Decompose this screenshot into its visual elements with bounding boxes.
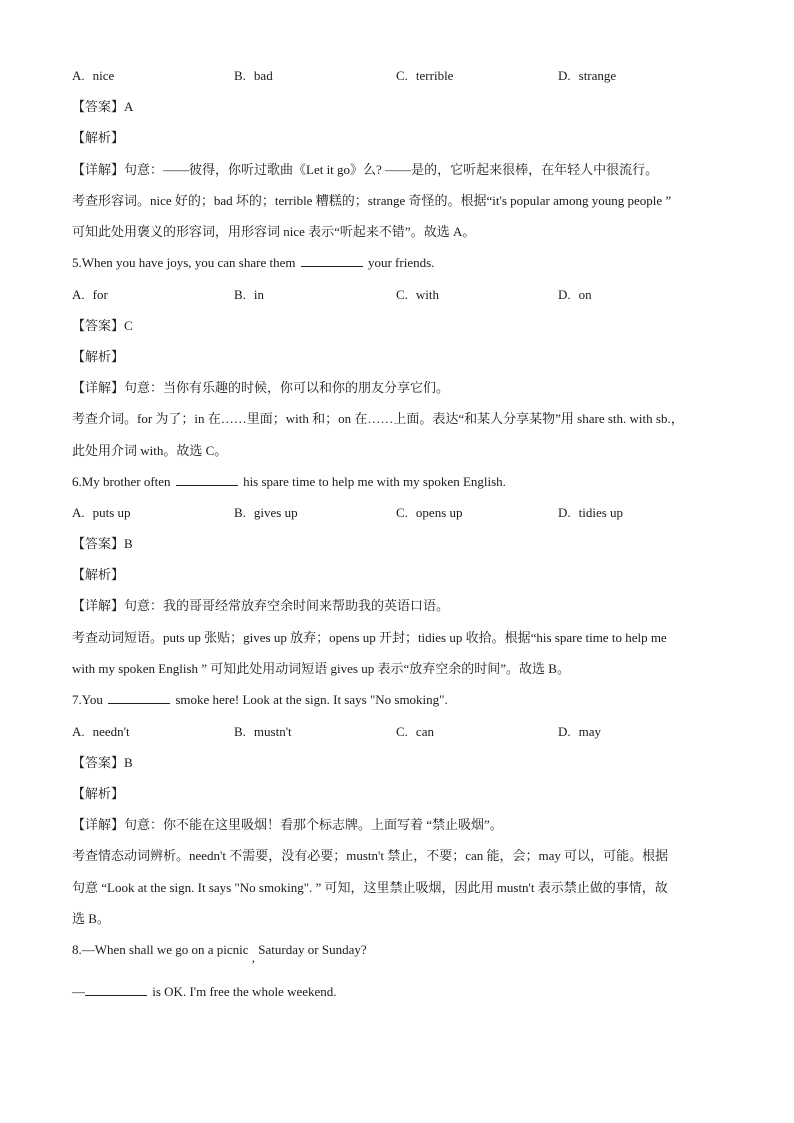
q6-option-b: B. gives up bbox=[234, 505, 298, 520]
q8-stem-comma: , bbox=[251, 950, 256, 965]
q4-detail: 【详解】句意：——彼得，你听过歌曲《Let it go》么? ——是的，它听起来很棒，在年轻人中很流行。 bbox=[72, 162, 659, 177]
q5-stem-before: 5.When you have joys, you can share them bbox=[72, 255, 296, 270]
q7-analysis-label: 【解析】 bbox=[72, 786, 125, 801]
q5-option-b: B. in bbox=[234, 287, 265, 302]
q4-explanation-line2: 可知此处用褒义的形容词，用形容词 nice 表示“听起来不错”。故选 A。 bbox=[72, 224, 476, 239]
q4-answer: 【答案】A bbox=[72, 99, 134, 114]
q5-stem-after: your friends. bbox=[367, 255, 435, 270]
q5-analysis-label: 【解析】 bbox=[72, 349, 125, 364]
q8-stem-question: 8.—When shall we go on a picnic bbox=[72, 942, 249, 957]
q5-explanation-line1: 考查介词。for 为了；in 在……里面；with 和；on 在……上面。表达“和某人分享某物”用 share sth. with sb.， bbox=[72, 411, 684, 426]
q7-explanation-line1: 考查情态动词辨析。needn't 不需要，没有必要；mustn't 禁止，不要；can 能，会；may 可以，可能。根据 bbox=[72, 848, 669, 863]
q7-stem bbox=[72, 692, 732, 708]
q5-option-a: A. for bbox=[72, 287, 108, 302]
q7-explanation-line3: 选 B。 bbox=[72, 911, 110, 926]
q5-detail: 【详解】句意：当你有乐趣的时候，你可以和你的朋友分享它们。 bbox=[72, 380, 450, 395]
q7-options bbox=[72, 724, 732, 740]
q7-blank bbox=[108, 692, 170, 704]
q4-option-c: C. terrible bbox=[396, 68, 454, 83]
q6-analysis-label: 【解析】 bbox=[72, 567, 125, 582]
q7-explanation-line2: 句意 “Look at the sign. It says "No smoking". ” 可知，这里禁止吸烟，因此用 mustn't 表示禁止做的事情，故 bbox=[72, 880, 668, 895]
q4-option-a: A. nice bbox=[72, 68, 115, 83]
q6-explanation-line2: with my spoken English ” 可知此处用动词短语 gives up 表示“放弃空余的时间”。故选 B。 bbox=[72, 661, 570, 676]
q8-stem-line2 bbox=[72, 984, 732, 1000]
q5-options bbox=[72, 287, 732, 303]
q8-stem-options-text: Saturday or Sunday? bbox=[258, 942, 367, 957]
q5-answer: 【答案】C bbox=[72, 318, 133, 333]
q6-explanation-line1: 考查动词短语。puts up 张贴；gives up 放弃；opens up 开封；tidies up 收拾。根据“his spare time to help me bbox=[72, 630, 667, 645]
q4-analysis-label: 【解析】 bbox=[72, 130, 125, 145]
q5-stem bbox=[72, 255, 732, 271]
q8-reply-dash: — bbox=[72, 984, 85, 999]
q8-blank bbox=[85, 984, 147, 996]
q8-stem-line1 bbox=[72, 942, 732, 965]
q6-options bbox=[72, 505, 732, 521]
q6-detail: 【详解】句意：我的哥哥经常放弃空余时间来帮助我的英语口语。 bbox=[72, 598, 450, 613]
q4-options bbox=[72, 68, 732, 84]
q5-explanation-line2: 此处用介词 with。故选 C。 bbox=[72, 443, 228, 458]
q4-explanation-line1: 考查形容词。nice 好的；bad 坏的；terrible 糟糕的；strange 奇怪的。根据“it's popular among young people ” bbox=[72, 193, 672, 208]
q4-option-d: D. strange bbox=[558, 68, 617, 83]
q7-answer: 【答案】B bbox=[72, 755, 133, 770]
q6-answer: 【答案】B bbox=[72, 536, 133, 551]
q6-option-d: D. tidies up bbox=[558, 505, 624, 520]
q6-option-a: A. puts up bbox=[72, 505, 131, 520]
q5-option-d: D. on bbox=[558, 287, 592, 302]
q7-stem-after: smoke here! Look at the sign. It says "No smoking". bbox=[175, 692, 448, 707]
q7-option-a: A. needn't bbox=[72, 724, 130, 739]
q6-stem bbox=[72, 474, 732, 490]
q5-option-c: C. with bbox=[396, 287, 440, 302]
q6-option-c: C. opens up bbox=[396, 505, 463, 520]
q6-blank bbox=[176, 474, 238, 486]
q7-stem-before: 7.You bbox=[72, 692, 103, 707]
q6-stem-after: his spare time to help me with my spoken English. bbox=[243, 474, 506, 489]
q7-detail: 【详解】句意：你不能在这里吸烟！看那个标志牌。上面写着 “禁止吸烟”。 bbox=[72, 817, 503, 832]
q6-stem-before: 6.My brother often bbox=[72, 474, 171, 489]
q8-reply-text: is OK. I'm free the whole weekend. bbox=[152, 984, 337, 999]
q5-blank bbox=[301, 255, 363, 267]
q7-option-d: D. may bbox=[558, 724, 602, 739]
q4-option-b: B. bad bbox=[234, 68, 273, 83]
q7-option-b: B. mustn't bbox=[234, 724, 292, 739]
q7-option-c: C. can bbox=[396, 724, 434, 739]
